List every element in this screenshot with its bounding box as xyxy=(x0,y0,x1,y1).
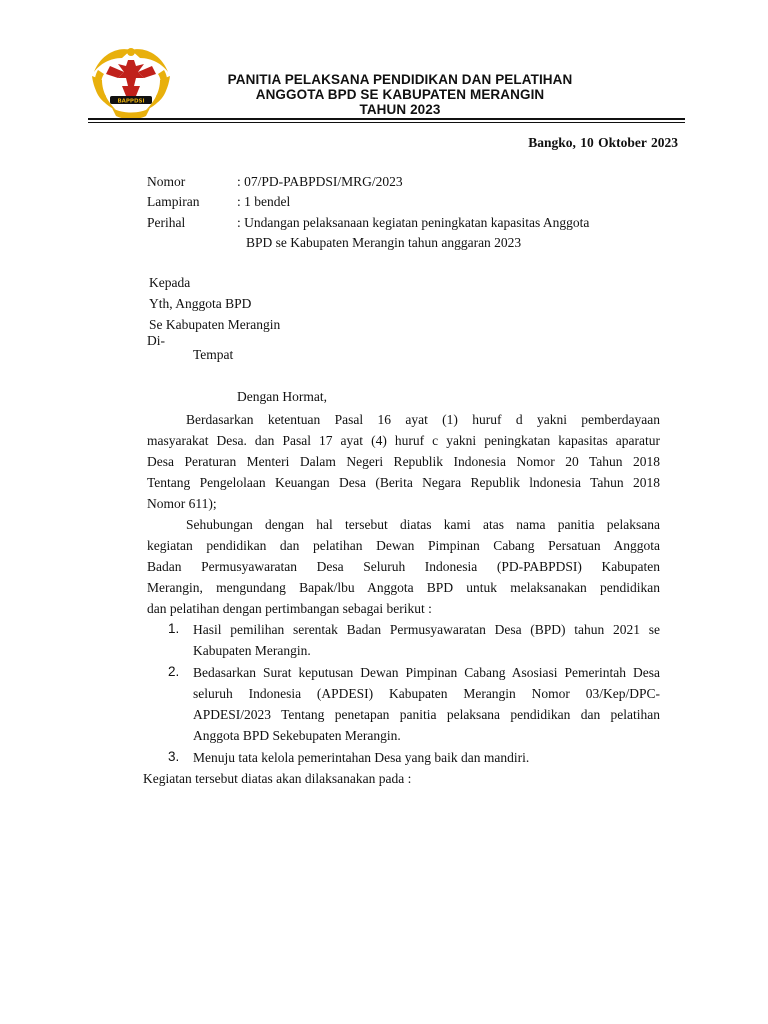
recipient-di: Di- xyxy=(147,333,165,348)
letterhead-rule-thin xyxy=(88,122,685,123)
list-item-line: seluruh Indonesia (APDESI) Kabupaten Merangin Nomor 03/Kep/DPC- xyxy=(193,686,660,701)
list-item-number: 3. xyxy=(168,749,180,764)
paragraph-1-line: masyarakat Desa. dan Pasal 17 ayat (4) huruf c yakni peningkatan kapasitas aparatur xyxy=(147,433,660,448)
list-item-line: Anggota BPD Sekebupaten Merangin. xyxy=(193,728,401,743)
closing-line: Kegiatan tersebut diatas akan dilaksanakan pada : xyxy=(143,771,412,786)
perihal-value-line-1: : Undangan pelaksanaan kegiatan peningkatan kapasitas Anggota xyxy=(237,215,590,230)
perihal-label: Perihal xyxy=(147,215,186,230)
lampiran-value: : 1 bendel xyxy=(237,194,291,209)
letterhead-title-line-3: TAHUN 2023 xyxy=(359,102,441,117)
letterhead-title-line-2: ANGGOTA BPD SE KABUPATEN MERANGIN xyxy=(255,87,545,102)
letterhead-rule-thick xyxy=(88,118,685,120)
recipient-tempat: Tempat xyxy=(193,347,234,362)
greeting: Dengan Hormat, xyxy=(237,389,327,404)
recipient-line-2: Se Kabupaten Merangin xyxy=(149,317,281,332)
list-item-number: 2. xyxy=(168,664,180,679)
paragraph-1-line: Tentang Pengelolaan Keuangan Desa (Berita Negara Republik lndonesia Tahun 2018 xyxy=(147,475,660,490)
list-item-line: Hasil pemilihan serentak Badan Permusyawaratan Desa (BPD) tahun 2021 se xyxy=(193,622,660,637)
list-item-line: Menuju tata kelola pemerintahan Desa yang baik dan mandiri. xyxy=(193,750,530,765)
lampiran-label: Lampiran xyxy=(147,194,200,209)
recipient-line-1: Yth, Anggota BPD xyxy=(149,296,252,311)
paragraph-2-line: kegiatan pendidikan dan pelatihan Dewan Pimpinan Cabang Persatuan Anggota xyxy=(147,538,660,553)
paragraph-2-line: Sehubungan dengan hal tersebut diatas kami atas nama panitia pelaksana xyxy=(186,517,660,532)
paragraph-1-line: Desa Peraturan Menteri Dalam Negeri Republik Indonesia Nomor 20 Tahun 2018 xyxy=(147,454,660,469)
list-item-line: Kabupaten Merangin. xyxy=(193,643,311,658)
paragraph-1-line: Nomor 611); xyxy=(147,496,217,511)
paragraph-1-line: Berdasarkan ketentuan Pasal 16 ayat (1) huruf d yakni pemberdayaan xyxy=(186,412,660,427)
perihal-value-line-2: BPD se Kabupaten Merangin tahun anggaran 2023 xyxy=(246,235,522,250)
list-item-line: Bedasarkan Surat keputusan Dewan Pimpinan Cabang Asosiasi Pemerintah Desa xyxy=(193,665,660,680)
paragraph-2-line: dan pelatihan dengan pertimbangan sebagai berikut : xyxy=(147,601,432,616)
letter-date: Bangko, 10 Oktober 2023 xyxy=(528,135,678,150)
list-item-line: APDESI/2023 Tentang penetapan panitia pelaksana pendidikan dan pelatihan xyxy=(193,707,660,722)
recipient-kepada: Kepada xyxy=(149,275,191,290)
letterhead-title-line-1: PANITIA PELAKSANA PENDIDIKAN DAN PELATIHAN xyxy=(227,72,573,87)
paragraph-2-line: Merangin, mengundang Bapak/lbu Anggota BPD untuk melaksanakan pendidikan xyxy=(147,580,660,595)
nomor-label: Nomor xyxy=(147,174,186,189)
svg-text:BAPPDSI: BAPPDSI xyxy=(117,98,145,105)
garuda-emblem-icon xyxy=(88,42,174,120)
nomor-value: : 07/PD-PABPDSI/MRG/2023 xyxy=(237,174,403,189)
list-item-number: 1. xyxy=(168,621,180,636)
paragraph-2-line: Badan Permusyawaratan Desa Seluruh Indonesia (PD-PABPDSI) Kabupaten xyxy=(147,559,660,574)
